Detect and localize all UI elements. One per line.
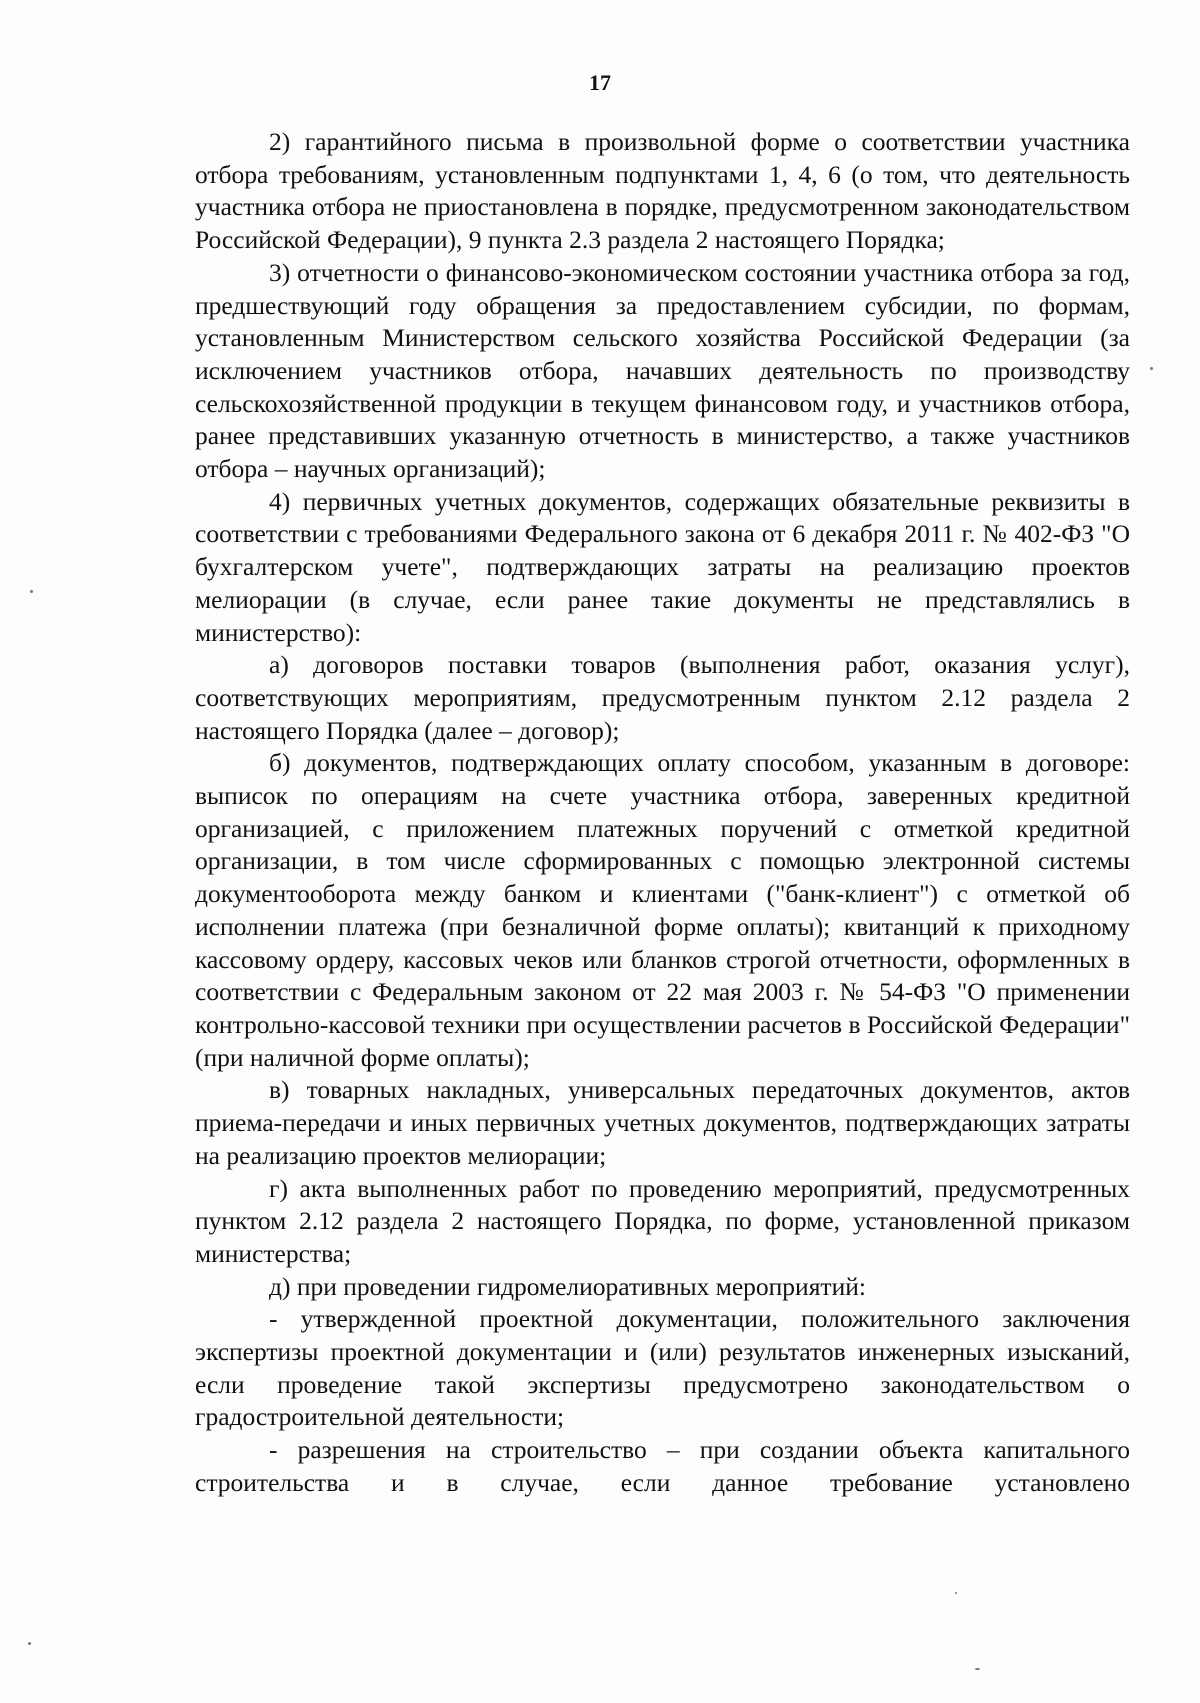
document-body <box>195 126 1130 1500</box>
paragraph-dash-project-docs: - утвержденной проектной документации, положительного заключения экспертизы проектной документации и (или) результатов инженерных изысканий, если проведение такой экспертизы предусмотрено законодательством о градостроительной деятельности; <box>195 1304 1130 1432</box>
paragraph-subitem-g: г) акта выполненных работ по проведению мероприятий, предусмотренных пунктом 2.12 раздела 2 настоящего Порядка, по форме, установленной приказом министерства; <box>195 1173 1130 1268</box>
paragraph-subitem-d: д) при проведении гидромелиоративных мероприятий: <box>269 1271 866 1301</box>
scan-speck <box>975 1668 980 1670</box>
page-number: 17 <box>589 70 611 95</box>
paragraph-item-2: 2) гарантийного письма в произвольной форме о соответствии участника отбора требованиям, установленным подпунктами 1, 4, 6 (о том, что деятельность участника отбора не приостановлена в порядке, предусмотренном законодательством Российской Федерации), 9 пункта 2.3 раздела 2 настоящего Порядка; <box>195 127 1130 255</box>
scan-speck <box>30 590 33 593</box>
paragraph-subitem-v: в) товарных накладных, универсальных передаточных документов, актов приема-передачи и иных первичных учетных документов, подтверждающих затраты на реализацию проектов мелиорации; <box>195 1075 1130 1170</box>
scan-speck <box>955 1592 957 1594</box>
scan-speck <box>28 1642 31 1645</box>
paragraph-dash-building-permit: - разрешения на строительство – при создании объекта капитального строительства и в случае, если данное требование установлено <box>195 1435 1130 1497</box>
paragraph-item-4: 4) первичных учетных документов, содержащих обязательные реквизиты в соответствии с требованиями Федерального закона от 6 декабря 2011 г. № 402-ФЗ "О бухгалтерском учете", подтверждающих затраты на реализацию проектов мелиорации (в случае, если ранее такие документы не представлялись в министерство): <box>195 486 1130 647</box>
paragraph-subitem-b: б) документов, подтверждающих оплату способом, указанным в договоре: выписок по операциям на счете участника отбора, заверенных кредитной организацией, с приложением платежных поручений с отметкой кредитной организации, в том числе сформированных с помощью электронной системы документооборота между банком и клиентами ("банк-клиент") с отметкой об исполнении платежа (при безналичной форме оплаты); квитанций к приходному кассовому ордеру, кассовых чеков или бланков строгой отчетности, оформленных в соответствии с Федеральным законом от 22 мая 2003 г. № 54-ФЗ "О применении контрольно-кассовой техники при осуществлении расчетов в Российской Федерации" (при наличной форме оплаты); <box>195 748 1130 1072</box>
scan-speck <box>1150 367 1153 370</box>
paragraph-item-3: 3) отчетности о финансово-экономическом состоянии участника отбора за год, предшествующий году обращения за предоставлением субсидии, по формам, установленным Министерством сельского хозяйства Российской Федерации (за исключением участников отбора, начавших деятельность по производству сельскохозяйственной продукции в текущем финансовом году, и участников отбора, ранее представивших указанную отчетность в министерство, а также участников отбора – научных организаций); <box>195 257 1130 484</box>
paragraph-subitem-a: а) договоров поставки товаров (выполнения работ, оказания услуг), соответствующих мероприятиям, предусмотренным пунктом 2.12 раздела 2 настоящего Порядка (далее – договор); <box>195 650 1130 745</box>
